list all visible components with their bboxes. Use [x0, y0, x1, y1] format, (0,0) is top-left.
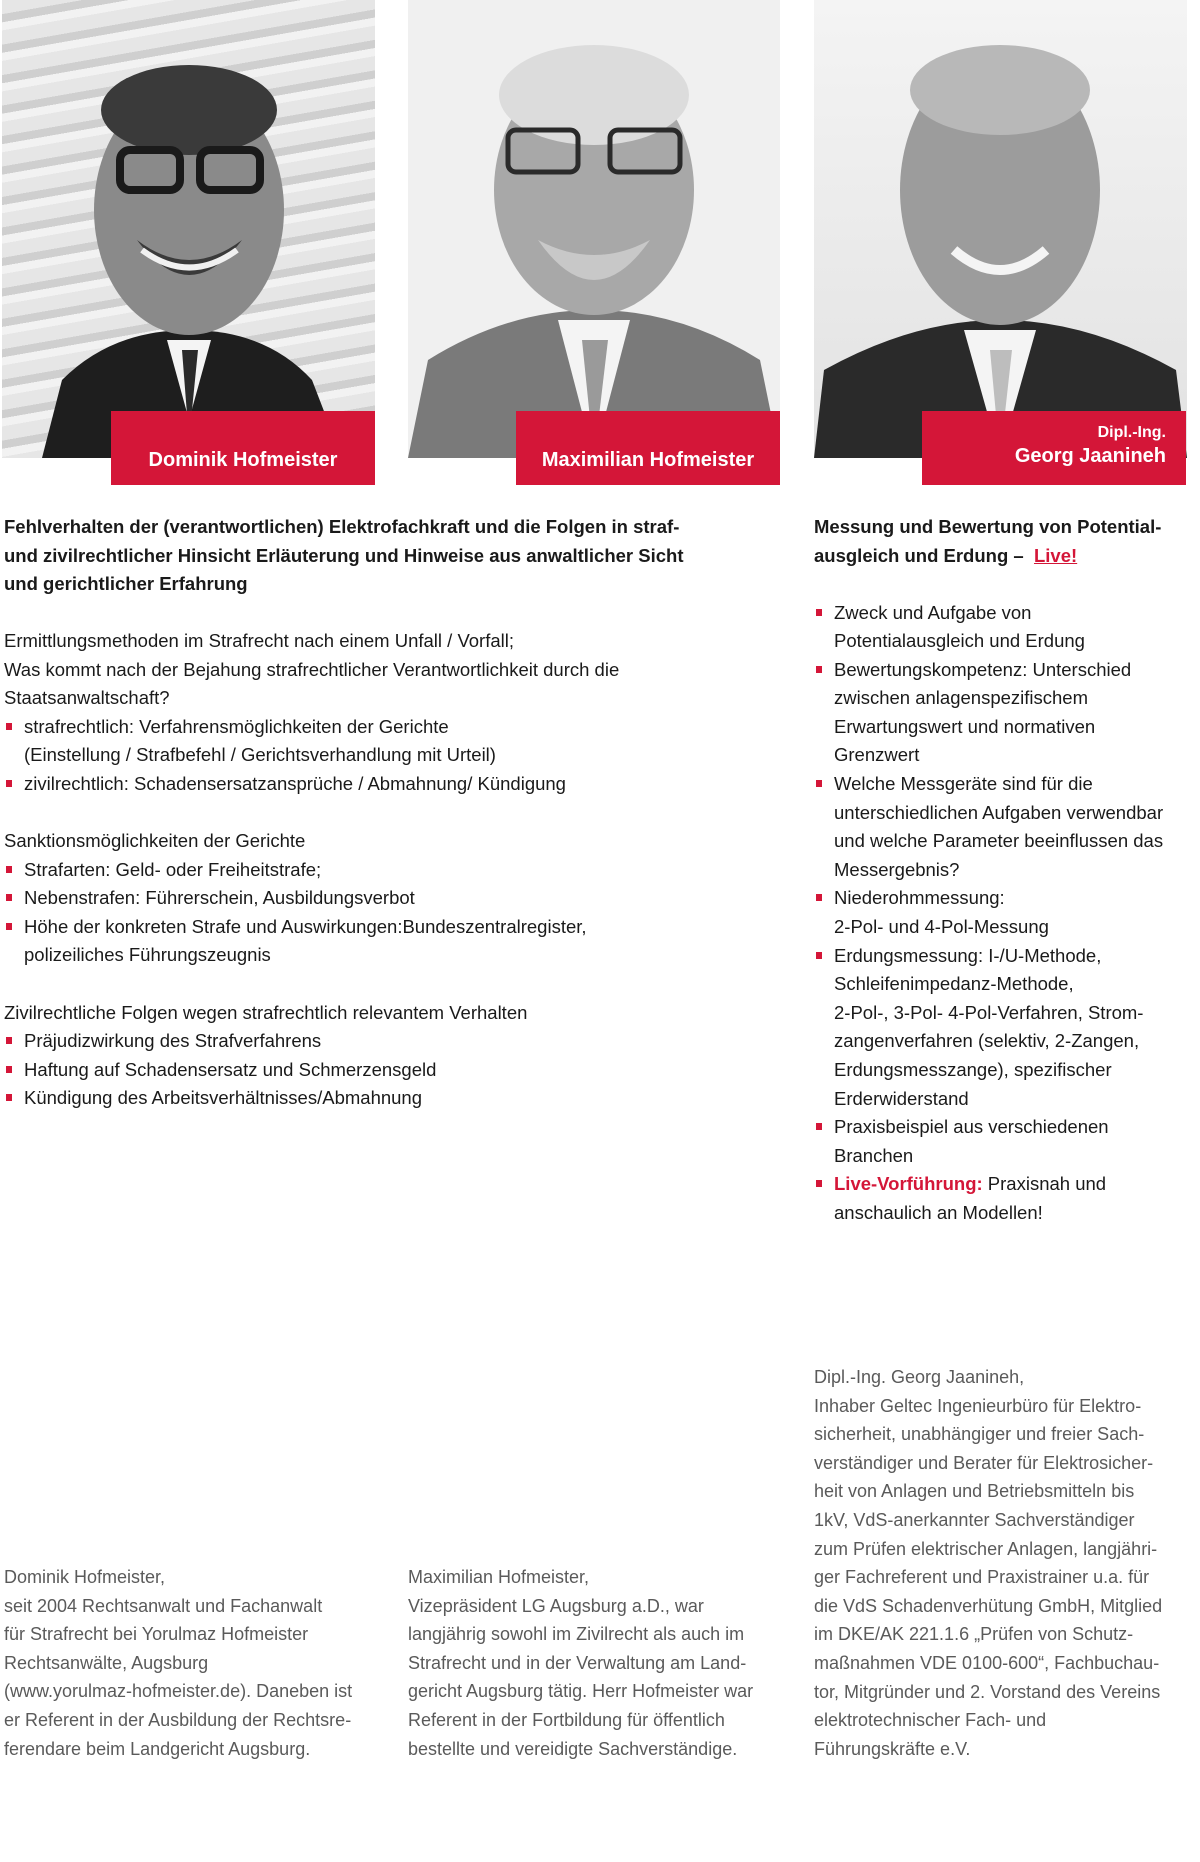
speaker-name-banner [516, 411, 780, 485]
heading-text: ausgleich und Erdung – [814, 544, 1024, 566]
text-line: Ermittlungsmethoden im Strafrecht nach einem Unfall / Vorfall; [4, 630, 515, 651]
list-item-line: Präjudizwirkung des Strafverfahrens [24, 1030, 322, 1052]
list-item-line: Messergebnis? [834, 858, 960, 880]
list-item-line: zwischen anlagenspezifischem [834, 687, 1088, 709]
bio-line: heit von Anlagen und Betriebsmitteln bis [814, 1481, 1135, 1502]
bio-line: er Referent in der Ausbildung der Rechtsre- [4, 1709, 352, 1730]
list-item-line [834, 1170, 1194, 1199]
list-item [4, 1084, 764, 1113]
bio-line: 1kV, VdS-anerkannter Sachverständiger [814, 1509, 1135, 1530]
list-item-line: Erderwiderstand [834, 1087, 969, 1109]
speaker-title: Dipl.-Ing. [1097, 424, 1166, 441]
list-item-line: Erdungsmessung: I-/U-Methode, [834, 944, 1102, 966]
bio-line: im DKE/AK 221.1.6 „Prüfen von Schutz- [814, 1624, 1134, 1645]
list-item-line: polizeiliches Führungszeugnis [24, 944, 271, 966]
list-item-line: Niederohmmessung: [834, 887, 1005, 909]
list-item-line: und welche Parameter beeinflussen das [834, 830, 1164, 852]
section-title: Sanktionsmöglichkeiten der Gerichte [4, 830, 306, 852]
bullet-list [4, 856, 764, 970]
speaker-name: Maximilian Hofmeister [541, 449, 755, 471]
bio-line: Strafrecht und in der Verwaltung am Land- [408, 1652, 747, 1673]
list-item [814, 1113, 1194, 1170]
list-item-line: Bewertungskompetenz: Unterschied [834, 658, 1132, 680]
live-demo-label: Live-Vorführung: [834, 1173, 983, 1195]
list-item-line: (Einstellung / Strafbefehl / Gerichtsverhandlung mit Urteil) [24, 744, 496, 766]
list-item [4, 1056, 764, 1085]
bio-line: Rechtsanwälte, Augsburg [4, 1652, 209, 1673]
list-item-line: Welche Messgeräte sind für die [834, 773, 1093, 795]
bio-line: Dipl.-Ing. Georg Jaanineh, [814, 1367, 1025, 1387]
bio-line: tor, Mitgründer und 2. Vorstand des Vereins [814, 1681, 1161, 1702]
bio-line: die VdS Schadenverhütung GmbH, Mitglied [814, 1595, 1163, 1616]
list-item [814, 942, 1194, 1114]
bio-line: Dominik Hofmeister, [4, 1567, 166, 1587]
heading-line: und zivilrechtlicher Hinsicht Erläuterung und Hinweise aus anwaltlicher Sicht [4, 544, 684, 566]
bio-line: elektrotechnischer Fach- und [814, 1710, 1047, 1731]
topic-heading [4, 513, 764, 599]
bullet-list [4, 1027, 764, 1113]
portrait-illustration [2, 0, 375, 458]
bio-line: bestellte und vereidigte Sachverständige. [408, 1738, 738, 1759]
speaker-name-banner [111, 411, 375, 485]
list-item-line: Kündigung des Arbeitsverhältnisses/Abmahnung [24, 1087, 423, 1109]
bullet-list [4, 713, 764, 799]
bio-line: für Strafrecht bei Yorulmaz Hofmeister [4, 1624, 309, 1645]
bio-line: Vizepräsident LG Augsburg a.D., war [408, 1595, 704, 1616]
section-title: Zivilrechtliche Folgen wegen strafrechtlich relevantem Verhalten [4, 1001, 528, 1023]
speaker-name: Georg Jaanineh [1014, 445, 1166, 467]
list-item [4, 856, 764, 885]
list-item-line: 2-Pol-, 3-Pol- 4-Pol-Verfahren, Strom- [834, 1001, 1144, 1023]
list-item-line: unterschiedlichen Aufgaben verwendbar [834, 801, 1164, 823]
bio-line: ferendare beim Landgericht Augsburg. [4, 1738, 311, 1759]
bio-georg-jaanineh [814, 1363, 1198, 1763]
list-item-live-demo [814, 1170, 1194, 1227]
list-item [4, 1027, 764, 1056]
list-item-line: Schleifenimpedanz-Methode, [834, 973, 1074, 995]
section-civil-consequences [4, 999, 764, 1113]
portrait-illustration [408, 0, 780, 458]
bio-line: maßnahmen VDE 0100-600“, Fachbuchau- [814, 1652, 1160, 1673]
bio-line: Führungskräfte e.V. [814, 1738, 971, 1759]
list-item-line: Haftung auf Schadensersatz und Schmerzensgeld [24, 1058, 437, 1080]
list-item-line: Erdungsmesszange), spezifischer [834, 1059, 1112, 1080]
bio-line: Inhaber Geltec Ingenieurbüro für Elektro- [814, 1395, 1142, 1416]
left-topic-column [4, 513, 764, 1113]
bio-maximilian-hofmeister [408, 1563, 788, 1763]
list-item-line: anschaulich an Modellen! [834, 1201, 1043, 1223]
list-item [4, 913, 764, 970]
list-item-line: Nebenstrafen: Führerschein, Ausbildungsverbot [24, 887, 415, 909]
list-item-line: Höhe der konkreten Strafe und Auswirkungen:Bundeszentralregister, [24, 915, 587, 937]
portrait-georg-jaanineh [814, 0, 1187, 458]
heading-line: und gerichtlicher Erfahrung [4, 573, 248, 594]
list-item [814, 599, 1194, 656]
list-item-line: Praxisbeispiel aus verschiedenen [834, 1116, 1109, 1138]
live-link[interactable]: Live! [1033, 544, 1078, 566]
heading-line [814, 542, 1194, 571]
list-item-line: Branchen [834, 1144, 914, 1166]
bio-line: gericht Augsburg tätig. Herr Hofmeister war [408, 1681, 754, 1702]
section-investigation [4, 627, 764, 799]
heading-line: Fehlverhalten der (verantwortlichen) Elektrofachkraft und die Folgen in straf- [4, 516, 680, 537]
list-item [4, 770, 764, 799]
heading-line: Messung und Bewertung von Potential- [814, 516, 1162, 537]
right-topic-column [814, 513, 1194, 1228]
bio-line: verständiger und Berater für Elektrosicher- [814, 1452, 1154, 1473]
bio-dominik-hofmeister [4, 1563, 384, 1763]
list-item [814, 884, 1194, 941]
list-item [814, 656, 1194, 770]
bio-line: (www.yorulmaz-hofmeister.de). Daneben ist [4, 1681, 353, 1702]
list-item-line: Grenzwert [834, 744, 920, 766]
list-item-line: Zweck und Aufgabe von [834, 601, 1032, 623]
speaker-name: Dominik Hofmeister [148, 449, 338, 471]
list-item [4, 884, 764, 913]
bio-line: seit 2004 Rechtsanwalt und Fachanwalt [4, 1595, 323, 1616]
list-item-line: strafrechtlich: Verfahrensmöglichkeiten der Gerichte [24, 715, 449, 737]
list-item-text: Praxisnah und [982, 1173, 1107, 1195]
portrait-illustration [814, 0, 1187, 458]
text-line: Staatsanwaltschaft? [4, 687, 170, 709]
bio-line: Referent in der Fortbildung für öffentlich [408, 1709, 725, 1730]
list-item-line: zangenverfahren (selektiv, 2-Zangen, [834, 1030, 1140, 1052]
topic-heading [814, 513, 1194, 570]
bio-line: zum Prüfen elektrischer Anlagen, langjähri- [814, 1538, 1158, 1559]
list-item-line: zivilrechtlich: Schadensersatzansprüche / Abmahnung/ Kündigung [24, 772, 566, 794]
list-item-line: 2-Pol- und 4-Pol-Messung [834, 916, 1049, 938]
speaker-name-banner [922, 411, 1186, 485]
list-item-line: Erwartungswert und normativen [834, 715, 1096, 737]
bullet-list [814, 599, 1194, 1228]
list-item-line: Potentialausgleich und Erdung [834, 630, 1085, 652]
list-item [4, 713, 764, 770]
list-item [814, 770, 1194, 884]
list-item-line: Strafarten: Geld- oder Freiheitstrafe; [24, 858, 322, 880]
text-line: Was kommt nach der Bejahung strafrechtlicher Verantwortlichkeit durch die [4, 658, 620, 680]
bio-line: sicherheit, unabhängiger und freier Sach- [814, 1424, 1145, 1445]
bio-line: Maximilian Hofmeister, [408, 1567, 590, 1587]
bio-line: langjährig sowohl im Zivilrecht als auch im [408, 1624, 745, 1645]
portrait-maximilian-hofmeister [408, 0, 780, 458]
portrait-dominik-hofmeister [2, 0, 375, 458]
section-sanctions [4, 827, 764, 970]
bio-line: ger Fachreferent und Praxistrainer u.a. für [814, 1567, 1150, 1588]
